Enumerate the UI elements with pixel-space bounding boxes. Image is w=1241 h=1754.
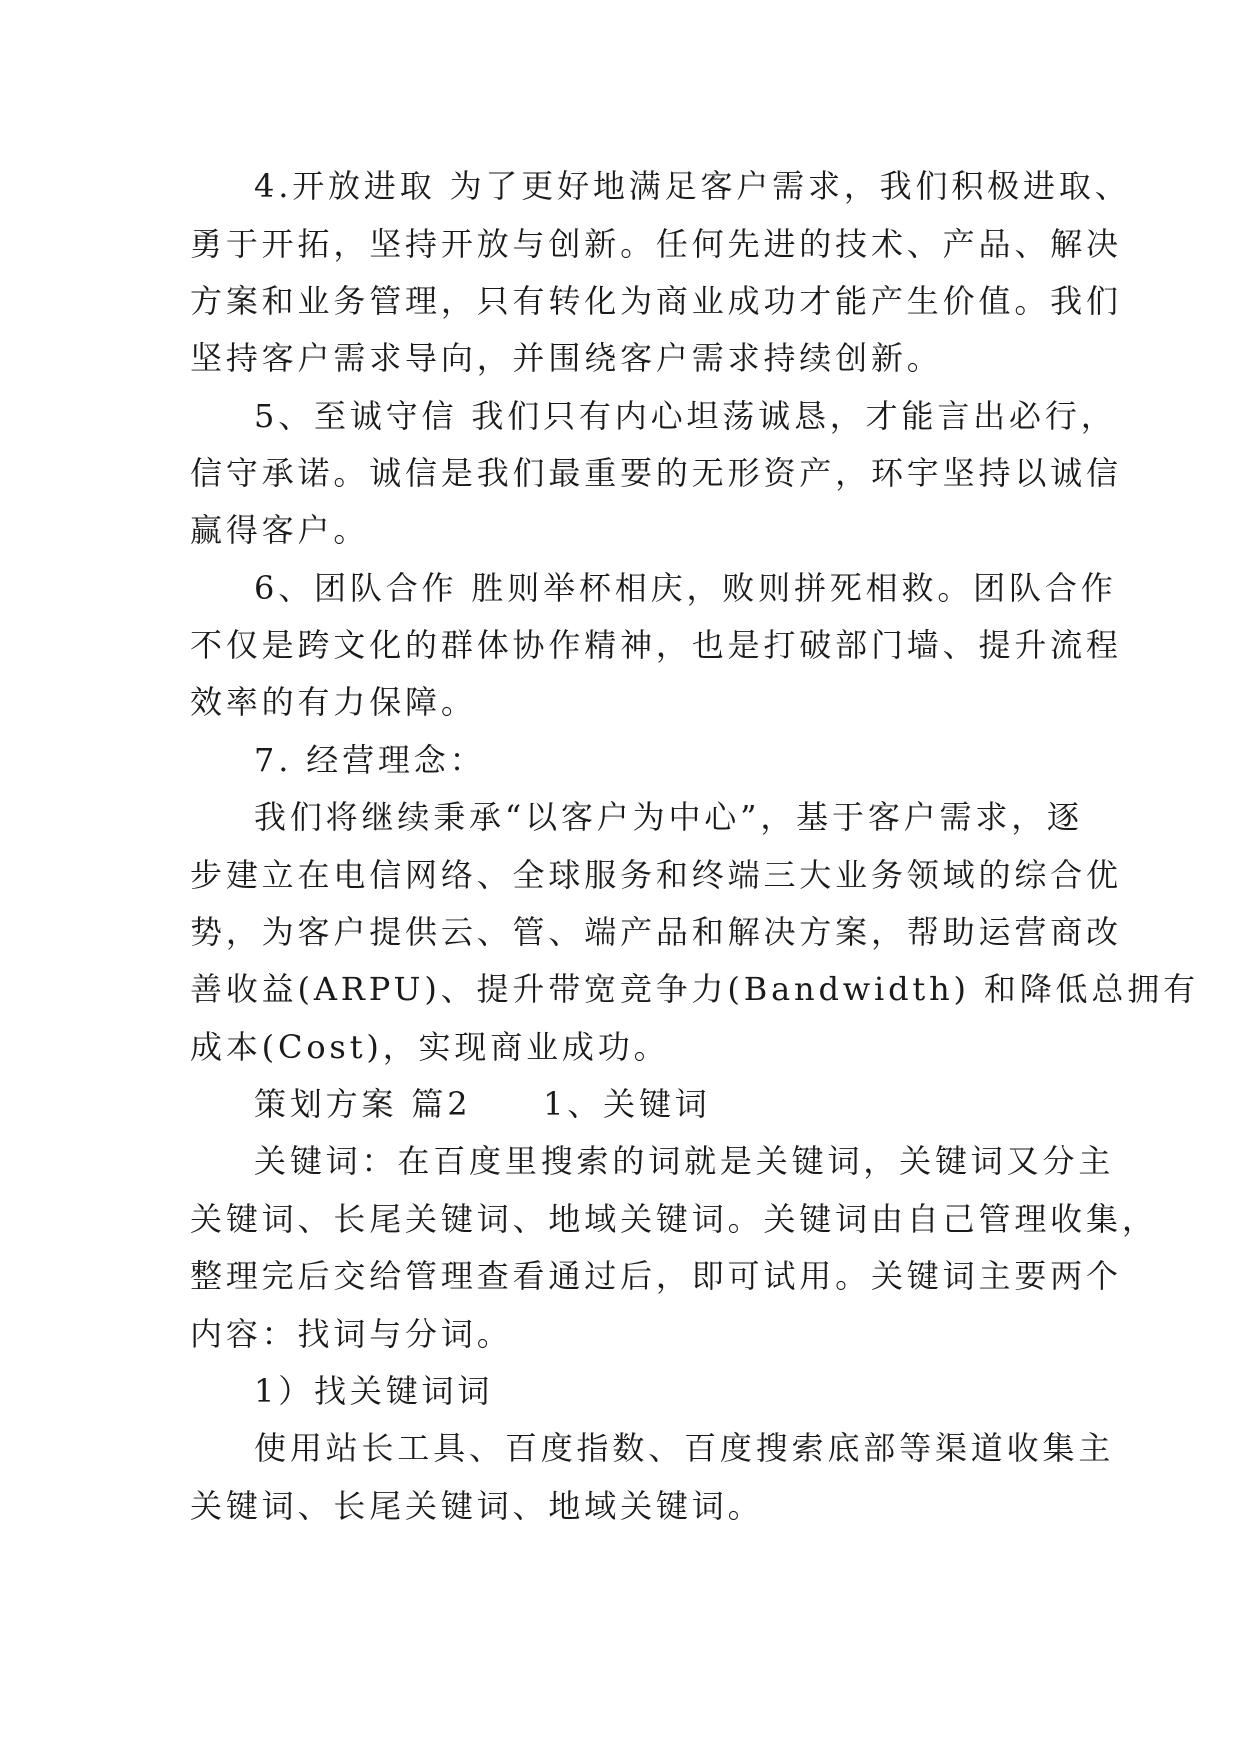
text-line: 勇于开拓，坚持开放与创新。任何先进的技术、产品、解决 — [190, 225, 1122, 263]
text-line: 不仅是跨文化的群体协作精神，也是打破部门墙、提升流程 — [190, 626, 1122, 664]
text-line: 效率的有力保障。 — [190, 683, 477, 721]
text-line: 整理完后交给管理查看通过后，即可试用。关键词主要两个 — [190, 1257, 1122, 1295]
text-line: 我们将继续秉承“以客户为中心”，基于客户需求，逐 — [254, 798, 1083, 836]
text-line: 内容：找词与分词。 — [190, 1315, 513, 1353]
subsection-heading: 1）找关键词词 — [254, 1372, 494, 1410]
section-heading: 策划方案 篇2 1、关键词 — [254, 1085, 711, 1123]
text-line: 关键词、长尾关键词、地域关键词。关键词由自己管理收集， — [190, 1200, 1158, 1238]
text-line: 赢得客户。 — [190, 511, 370, 549]
text-line: 善收益(ARPU)、提升带宽竞争力(Bandwidth) 和降低总拥有 — [190, 970, 1199, 1008]
text-line: 步建立在电信网络、全球服务和终端三大业务领域的综合优 — [190, 856, 1122, 894]
section-heading: 7. 经营理念： — [254, 741, 486, 779]
text-line: 5、至诚守信 我们只有内心坦荡诚恳，才能言出必行， — [254, 397, 1117, 435]
text-line: 方案和业务管理，只有转化为商业成功才能产生价值。我们 — [190, 282, 1122, 320]
text-line: 势，为客户提供云、管、端产品和解决方案，帮助运营商改 — [190, 913, 1122, 951]
text-line: 信守承诺。诚信是我们最重要的无形资产，环宇坚持以诚信 — [190, 454, 1122, 492]
text-line: 关键词：在百度里搜索的词就是关键词，关键词又分主 — [254, 1142, 1115, 1180]
text-line: 坚持客户需求导向，并围绕客户需求持续创新。 — [190, 339, 943, 377]
text-line: 关键词、长尾关键词、地域关键词。 — [190, 1487, 764, 1525]
text-line: 4.开放进取 为了更好地满足客户需求，我们积极进取、 — [254, 167, 1131, 205]
text-line: 使用站长工具、百度指数、百度搜索底部等渠道收集主 — [254, 1429, 1115, 1467]
text-line: 成本(Cost)，实现商业成功。 — [190, 1028, 670, 1066]
text-line: 6、团队合作 胜则举杯相庆，败则拼死相救。团队合作 — [254, 569, 1117, 607]
